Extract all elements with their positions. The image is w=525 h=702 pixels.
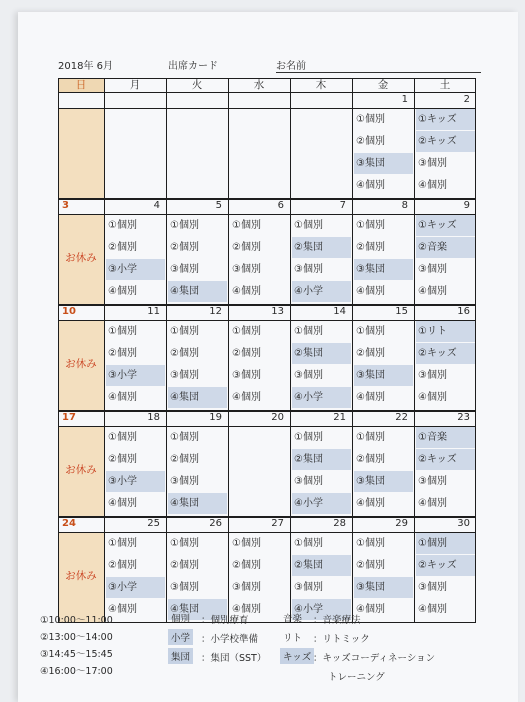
session-slot: ①個別 (232, 538, 261, 549)
session-slot: ④個別 (356, 286, 385, 297)
date-number: 1 (401, 94, 408, 105)
session-slot: ①個別 (356, 538, 385, 549)
session-slot: ③個別 (418, 582, 447, 593)
sunday-cell-fill (58, 108, 104, 198)
type-desc: ：リトミック (313, 634, 370, 645)
grid-line-vertical (166, 78, 167, 622)
session-slot: ③個別 (170, 264, 199, 275)
type-desc: ：小学校準備 (201, 634, 259, 645)
session-slot: ②個別 (232, 242, 261, 253)
session-slot: ②個別 (108, 242, 137, 253)
type-tag: 小学 (168, 629, 193, 645)
session-slot: ④集団 (168, 493, 227, 514)
name-underline (276, 72, 481, 73)
session-slot: ②個別 (170, 242, 199, 253)
grid-line-date (58, 108, 476, 109)
session-slot: ④個別 (232, 604, 261, 615)
session-slot: ①個別 (356, 326, 385, 337)
session-slot: ④個別 (232, 392, 261, 403)
session-slot: ④個別 (418, 392, 447, 403)
date-number: 29 (395, 518, 408, 529)
date-number: 7 (339, 200, 346, 211)
session-slot: ③集団 (354, 153, 413, 174)
type-desc: ：個別療育 (201, 615, 249, 626)
session-slot: ①個別 (170, 220, 199, 231)
session-slot: ①個別 (232, 326, 261, 337)
time-slot-legend: ②13:00～14:00 (40, 632, 113, 643)
date-number: 20 (271, 412, 284, 423)
session-slot: ③小学 (106, 365, 165, 386)
session-slot: ①個別 (294, 220, 323, 231)
type-desc: ：音楽療法 (313, 615, 361, 626)
session-slot: ③個別 (294, 370, 323, 381)
session-slot: ③集団 (354, 365, 413, 386)
session-slot: ④小学 (292, 493, 351, 514)
session-slot: ②キッズ (416, 449, 475, 470)
date-number: 14 (333, 306, 346, 317)
grid-line-vertical (414, 78, 415, 622)
session-slot: ①個別 (108, 220, 137, 231)
session-slot: ④個別 (418, 286, 447, 297)
rest-label: お休み (65, 358, 97, 370)
grid-line-date (58, 214, 476, 215)
date-number: 11 (147, 306, 160, 317)
card-title: 出席カード (168, 61, 218, 72)
grid-line-vertical (58, 78, 59, 622)
session-slot: ②個別 (170, 348, 199, 359)
session-slot: ①個別 (356, 220, 385, 231)
date-number: 23 (457, 412, 470, 423)
type-tag: リト (283, 633, 303, 644)
session-slot: ②個別 (170, 560, 199, 571)
grid-line-date (58, 532, 476, 533)
session-slot: ②個別 (232, 560, 261, 571)
session-slot: ③個別 (294, 476, 323, 487)
grid-line-week (58, 410, 476, 412)
weekday-header-4: 木 (315, 79, 327, 91)
session-slot: ③個別 (418, 158, 447, 169)
date-number: 10 (62, 306, 76, 317)
session-slot: ②個別 (232, 348, 261, 359)
session-slot: ③小学 (106, 471, 165, 492)
session-slot: ③個別 (418, 476, 447, 487)
type-desc: ：集団（SST） (201, 653, 267, 664)
date-number: 26 (209, 518, 222, 529)
type-tag: キッズ (280, 648, 314, 664)
time-slot-legend: ①10:00～11:00 (40, 615, 113, 626)
date-number: 30 (457, 518, 470, 529)
date-number: 3 (62, 200, 69, 211)
session-slot: ③個別 (232, 582, 261, 593)
session-slot: ③個別 (170, 370, 199, 381)
date-number: 6 (277, 200, 284, 211)
type-tag: 音楽 (283, 614, 303, 625)
session-slot: ②集団 (292, 449, 351, 470)
date-number: 16 (457, 306, 470, 317)
session-slot: ②キッズ (416, 343, 475, 364)
grid-line-week (58, 516, 476, 518)
grid-line-vertical (352, 78, 353, 622)
date-number: 4 (153, 200, 160, 211)
session-slot: ①個別 (294, 326, 323, 337)
session-slot: ④個別 (356, 392, 385, 403)
session-slot: ①個別 (294, 432, 323, 443)
session-slot: ③小学 (106, 577, 165, 598)
session-slot: ①個別 (170, 538, 199, 549)
session-slot: ④個別 (418, 498, 447, 509)
session-slot: ②個別 (356, 454, 385, 465)
session-slot: ①個別 (356, 432, 385, 443)
session-slot: ④集団 (168, 281, 227, 302)
session-slot: ②集団 (292, 555, 351, 576)
session-slot: ④個別 (108, 498, 137, 509)
session-slot: ④個別 (356, 498, 385, 509)
session-slot: ②個別 (356, 242, 385, 253)
session-slot: ②個別 (170, 454, 199, 465)
rest-label: お休み (65, 570, 97, 582)
session-slot: ②集団 (292, 343, 351, 364)
session-slot: ①個別 (356, 114, 385, 125)
session-slot: ③個別 (232, 264, 261, 275)
session-slot: ①リト (416, 321, 475, 342)
weekday-header-1: 月 (129, 79, 141, 91)
time-slot-legend: ④16:00～17:00 (40, 666, 113, 677)
date-number: 19 (209, 412, 222, 423)
session-slot: ③個別 (294, 264, 323, 275)
attendance-card-sheet (18, 12, 518, 702)
date-number: 25 (147, 518, 160, 529)
weekday-header-2: 火 (191, 79, 203, 91)
grid-line-week (58, 198, 476, 200)
session-slot: ④集団 (168, 387, 227, 408)
session-slot: ③集団 (354, 259, 413, 280)
session-slot: ④小学 (292, 281, 351, 302)
grid-line-week (58, 622, 476, 623)
session-slot: ②個別 (108, 560, 137, 571)
weekday-header-0: 日 (75, 79, 87, 91)
session-slot: ③個別 (232, 370, 261, 381)
grid-line-week (58, 304, 476, 306)
session-slot: ①キッズ (416, 109, 475, 130)
rest-label: お休み (65, 252, 97, 264)
date-number: 15 (395, 306, 408, 317)
session-slot: ③個別 (418, 264, 447, 275)
session-slot: ①音楽 (416, 427, 475, 448)
session-slot: ①個別 (108, 538, 137, 549)
date-number: 13 (271, 306, 284, 317)
session-slot: ④個別 (418, 604, 447, 615)
session-slot: ②個別 (108, 454, 137, 465)
weekday-header-3: 水 (253, 79, 265, 91)
session-slot: ①キッズ (416, 215, 475, 236)
date-number: 22 (395, 412, 408, 423)
session-slot: ②集団 (292, 237, 351, 258)
type-tag: 集団 (168, 648, 193, 664)
session-slot: ③小学 (106, 259, 165, 280)
session-slot: ①個別 (294, 538, 323, 549)
date-number: 24 (62, 518, 76, 529)
session-slot: ①個別 (416, 533, 475, 554)
date-number: 28 (333, 518, 346, 529)
session-slot: ④個別 (108, 604, 137, 615)
grid-line-vertical (104, 78, 105, 622)
session-slot: ①個別 (232, 220, 261, 231)
date-number: 5 (215, 200, 222, 211)
session-slot: ③集団 (354, 577, 413, 598)
session-slot: ③個別 (170, 582, 199, 593)
type-desc-continued: トレーニング (328, 672, 385, 683)
session-slot: ④個別 (418, 180, 447, 191)
weekday-header-6: 土 (439, 79, 451, 91)
session-slot: ②個別 (356, 560, 385, 571)
time-slot-legend: ③14:45～15:45 (40, 649, 113, 660)
session-slot: ④個別 (108, 286, 137, 297)
rest-label: お休み (65, 464, 97, 476)
session-slot: ②音楽 (416, 237, 475, 258)
session-slot: ①個別 (170, 432, 199, 443)
session-slot: ④個別 (232, 286, 261, 297)
grid-line-vertical (228, 78, 229, 622)
grid-line-date (58, 426, 476, 427)
date-number: 18 (147, 412, 160, 423)
date-number: 8 (401, 200, 408, 211)
date-number: 17 (62, 412, 76, 423)
grid-line-header (58, 92, 476, 93)
session-slot: ①個別 (108, 326, 137, 337)
session-slot: ③集団 (354, 471, 413, 492)
session-slot: ①個別 (170, 326, 199, 337)
date-number: 27 (271, 518, 284, 529)
grid-line-date (58, 320, 476, 321)
session-slot: ③個別 (418, 370, 447, 381)
session-slot: ④集団 (168, 599, 227, 620)
date-number: 21 (333, 412, 346, 423)
grid-line-vertical (290, 78, 291, 622)
date-number: 9 (463, 200, 470, 211)
session-slot: ②個別 (108, 348, 137, 359)
grid-line-top (58, 78, 476, 79)
calendar-grid (58, 78, 476, 622)
type-tag: 個別 (171, 614, 191, 625)
type-desc: ：キッズコーディネーション (313, 653, 436, 664)
year-month: 2018年 6月 (58, 61, 113, 72)
session-slot: ④個別 (356, 180, 385, 191)
session-slot: ②個別 (356, 348, 385, 359)
session-slot: ③個別 (170, 476, 199, 487)
date-number: 2 (463, 94, 470, 105)
session-slot: ①個別 (108, 432, 137, 443)
session-slot: ④小学 (292, 387, 351, 408)
session-slot: ②個別 (356, 136, 385, 147)
session-slot: ②キッズ (416, 555, 475, 576)
date-number: 12 (209, 306, 222, 317)
name-label: お名前 (276, 61, 306, 72)
session-slot: ④個別 (356, 604, 385, 615)
grid-line-vertical (475, 78, 476, 622)
weekday-header-5: 金 (377, 79, 389, 91)
session-slot: ④小学 (292, 599, 351, 620)
session-slot: ③個別 (294, 582, 323, 593)
session-slot: ②キッズ (416, 131, 475, 152)
session-slot: ④個別 (108, 392, 137, 403)
